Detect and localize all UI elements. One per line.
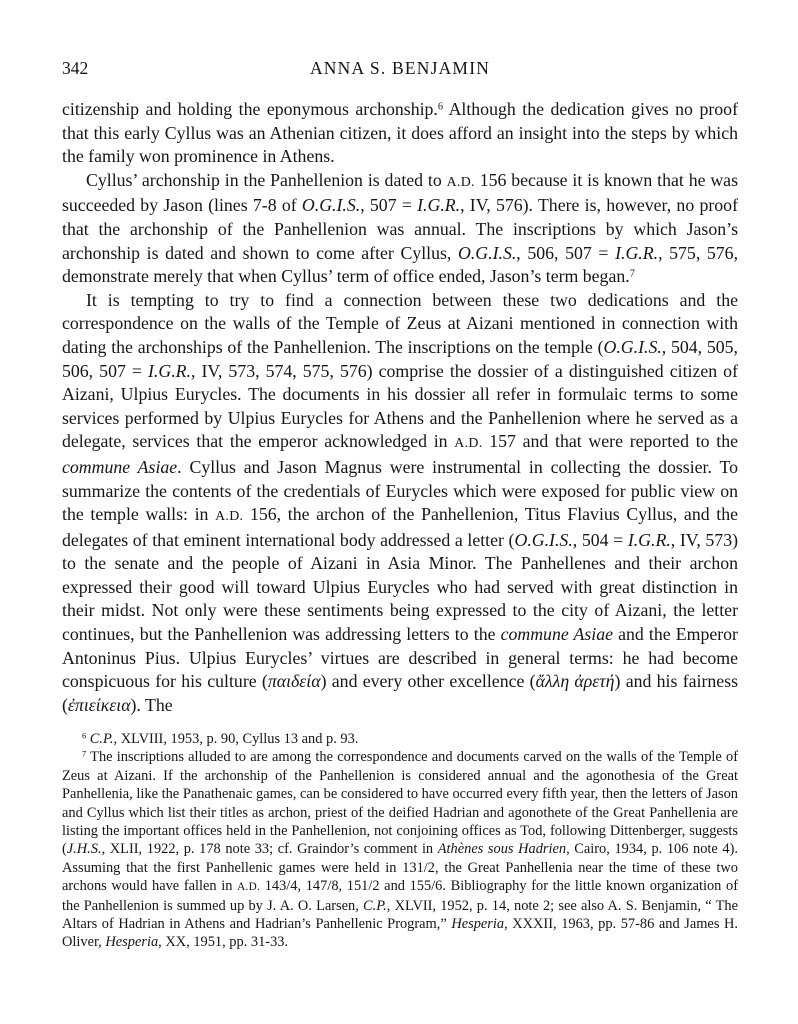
footnote-marker: 7 xyxy=(629,268,635,280)
footnote-7: $^7$ The inscriptions alluded to are among the correspondence and documents carved on the walls of the Temple of Zeus at Aizani. If the archonship of the Panhellenion is considered annual and the agonothesia of the Great Panhellenia, like the Panathenaic games, can be considered to have occurred every fifth year, then the letters of Jason and Cyllus which list their titles as archon, priest of the deified Hadrian and agonothete of the Great Panhellenia are listing the important offices held in the Panhellenion, not conjoining offices as Tod, following Dittenberger, suggests (J.H.S., XLII, 1922, p. 178 note 33; cf. Graindor’s comment in Athènes sous Hadrien, Cairo, 1934, p. 106 note 4). Assuming that the first Panhellenic games were held in 131/2, the Great Panhellenia near the time of these two archons would have fallen in A.D. 143/4, 147/8, 151/2 and 155/6. Bibliography for the little known organization of the Panhellenion is summed up by J. A. O. Larsen, C.P., XLVII, 1952, p. 14, note 2; see also A. S. Benjamin, “ The Altars of Hadrian in Athens and Hadrian’s Panhellenic Program,” Hesperia, XXXII, 1963, pp. 57-86 and James H. Oliver, Hesperia, XX, 1951, pp. 31-33. xyxy=(62,749,739,951)
italic-text: C.P. xyxy=(363,897,387,914)
italic-text: παιδεία xyxy=(267,671,321,692)
italic-text: commune Asiae xyxy=(500,624,614,645)
paragraph-2: Cyllus’ archonship in the Panhellenion is dated to A.D. 156 because it is known that he was succeeded by Jason (lines 7-8 of O.G.I.S., 507 = I.G.R., IV, 576). There is, however, no proof that the archonship of the Panhellenion was annual. The inscriptions by which Jason’s archonship is dated and shown to come after Cyllus, O.G.I.S., 506, 507 = I.G.R., 575, 576, demonstrate merely that when Cyllus’ term of office ended, Jason’s term began.$^7$ xyxy=(62,169,739,287)
small-caps-text: A.D. xyxy=(237,881,261,894)
footnote-6: $^6$ C.P., XLVIII, 1953, p. 90, Cyllus 13 and p. 93. xyxy=(82,731,359,747)
italic-text: ἐπιείκεια xyxy=(67,694,131,715)
footnote-marker: 6 xyxy=(82,731,87,741)
running-head-author: ANNA S. BENJAMIN xyxy=(309,58,491,78)
footnotes xyxy=(62,730,738,952)
italic-text: I.G.R. xyxy=(615,242,659,263)
italic-text: O.G.I.S. xyxy=(301,195,361,216)
small-caps-text: A.D. xyxy=(215,509,244,525)
italic-text: Athènes sous Hadrien xyxy=(437,841,567,858)
italic-text: J.H.S. xyxy=(66,841,102,858)
paragraph-3: It is tempting to try to find a connection between these two dedications and the correspondence on the walls of the Temple of Zeus at Aizani mentioned in connection with dating the archonships of the Panhellenion. The inscriptions on the temple (O.G.I.S., 504, 505, 506, 507 = I.G.R., IV, 573, 574, 575, 576) comprise the dossier of a distinguished citizen of Aizani, Ulpius Eurycles. The documents in his dossier all refer in formulaic terms to some services performed by Ulpius Eurycles for Athens and the Panhellenion where he served as a delegate, services that the emperor acknowledged in A.D. 157 and that were reported to the commune Asiae. Cyllus and Jason Magnus were instrumental in collecting the dossier. To summarize the contents of the credentials of Eurycles which were exposed for public view on the temple walls: in A.D. 156, the archon of the Panhellenion, Titus Flavius Cyllus, and the delegates of that eminent international body addressed a letter (O.G.I.S., 504 = I.G.R., IV, 573) to the senate and the people of Aizani in Asia Minor. The Panhellenes and their archon expressed their good will toward Ulpius Eurycles who had served with great distinction in their midst. Not only were these sentiments being expressed to the city of Aizani, the letter continues, but the Panhellenion was addressing letters to the commune Asiae and the Emperor Antoninus Pius. Ulpius Eurycles’ virtues are described in general terms: he had become conspicuous for his culture (παιδεία) and every other excellence (ἄλλη ἀρετή) and his fairness (ἐπιείκεια). The xyxy=(62,289,738,715)
italic-text: O.G.I.S. xyxy=(458,242,517,263)
paragraph-1: citizenship and holding the eponymous archonship.$^6$ Although the dedication gives no proof that this early Cyllus was an Athenian citizen, it does afford an insight into the steps by which the family won prominence in Athens. xyxy=(62,99,738,167)
italic-text: commune Asiae xyxy=(62,456,178,477)
running-head xyxy=(62,58,738,84)
footnote-marker: 7 xyxy=(82,749,87,759)
body-text xyxy=(62,98,738,717)
footnote-marker: 6 xyxy=(437,101,444,113)
italic-text: Hesperia xyxy=(105,934,159,951)
small-caps-text: A.D. xyxy=(446,174,475,190)
small-caps-text: A.D. xyxy=(454,436,483,452)
italic-text: Hesperia xyxy=(451,916,505,933)
italic-text: C.P. xyxy=(89,731,114,747)
italic-text: I.G.R. xyxy=(417,195,461,216)
page-number: 342 xyxy=(62,58,89,78)
italic-text: I.G.R. xyxy=(147,360,191,381)
italic-text: O.G.I.S. xyxy=(514,529,573,550)
italic-text: I.G.R. xyxy=(627,529,671,550)
italic-text: ἄλλη ἀρετή xyxy=(535,671,615,692)
italic-text: O.G.I.S. xyxy=(603,336,662,357)
